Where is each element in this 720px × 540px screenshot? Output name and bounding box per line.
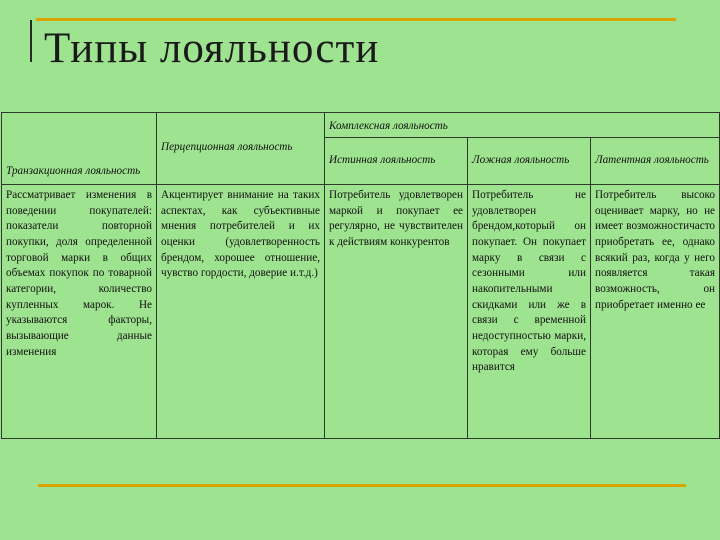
header-latent-loyalty: Латентная лояльность [591, 138, 720, 185]
header-perception-loyalty: Перцепционная лояльность [157, 113, 325, 185]
cell-perception-loyalty: Акцентирует внимание на таких аспектах, как субъективные мнения потребителей и их оценки (удовлетворенность брендом, хорошее отношение, чувство гордости, доверие и.т.д.) [157, 185, 325, 439]
header-false-loyalty: Ложная лояльность [468, 138, 591, 185]
bottom-decorative-line [38, 484, 686, 487]
left-decorative-line [30, 20, 32, 62]
table-row [2, 185, 720, 439]
cell-latent-loyalty: Потребитель высоко оценивает марку, но не имеет возможностичасто приобретать ее, однако всякий раз, когда у него появляется такая возможность, он приобретает именно ее [591, 185, 720, 439]
loyalty-types-table [1, 112, 720, 439]
header-complex-loyalty: Комплексная лояльность [325, 113, 720, 138]
cell-transaction-loyalty: Рассматривает изменения в поведении покупателей: показатели повторной покупки, доля определенной торговой марки в общих объемах покупок по товарной категории, количество купленных марок. Не указываются факторы, вызывающие данные изменения [2, 185, 157, 439]
slide-title: Типы лояльности [44, 25, 380, 72]
header-true-loyalty: Истинная лояльность [325, 138, 468, 185]
cell-true-loyalty: Потребитель удовлетворен маркой и покупает ее регулярно, не чувствителен к действиям конкурентов [325, 185, 468, 439]
header-transaction-loyalty: Транзакционная лояльность [2, 113, 157, 185]
cell-false-loyalty: Потребитель не удовлетворен брендом,который он покупает. Он покупает марку в связи с сезонными или накопительными скидками или же в связи с временной недоступностью марки, которая ему больше нравится [468, 185, 591, 439]
top-decorative-line [36, 18, 676, 21]
